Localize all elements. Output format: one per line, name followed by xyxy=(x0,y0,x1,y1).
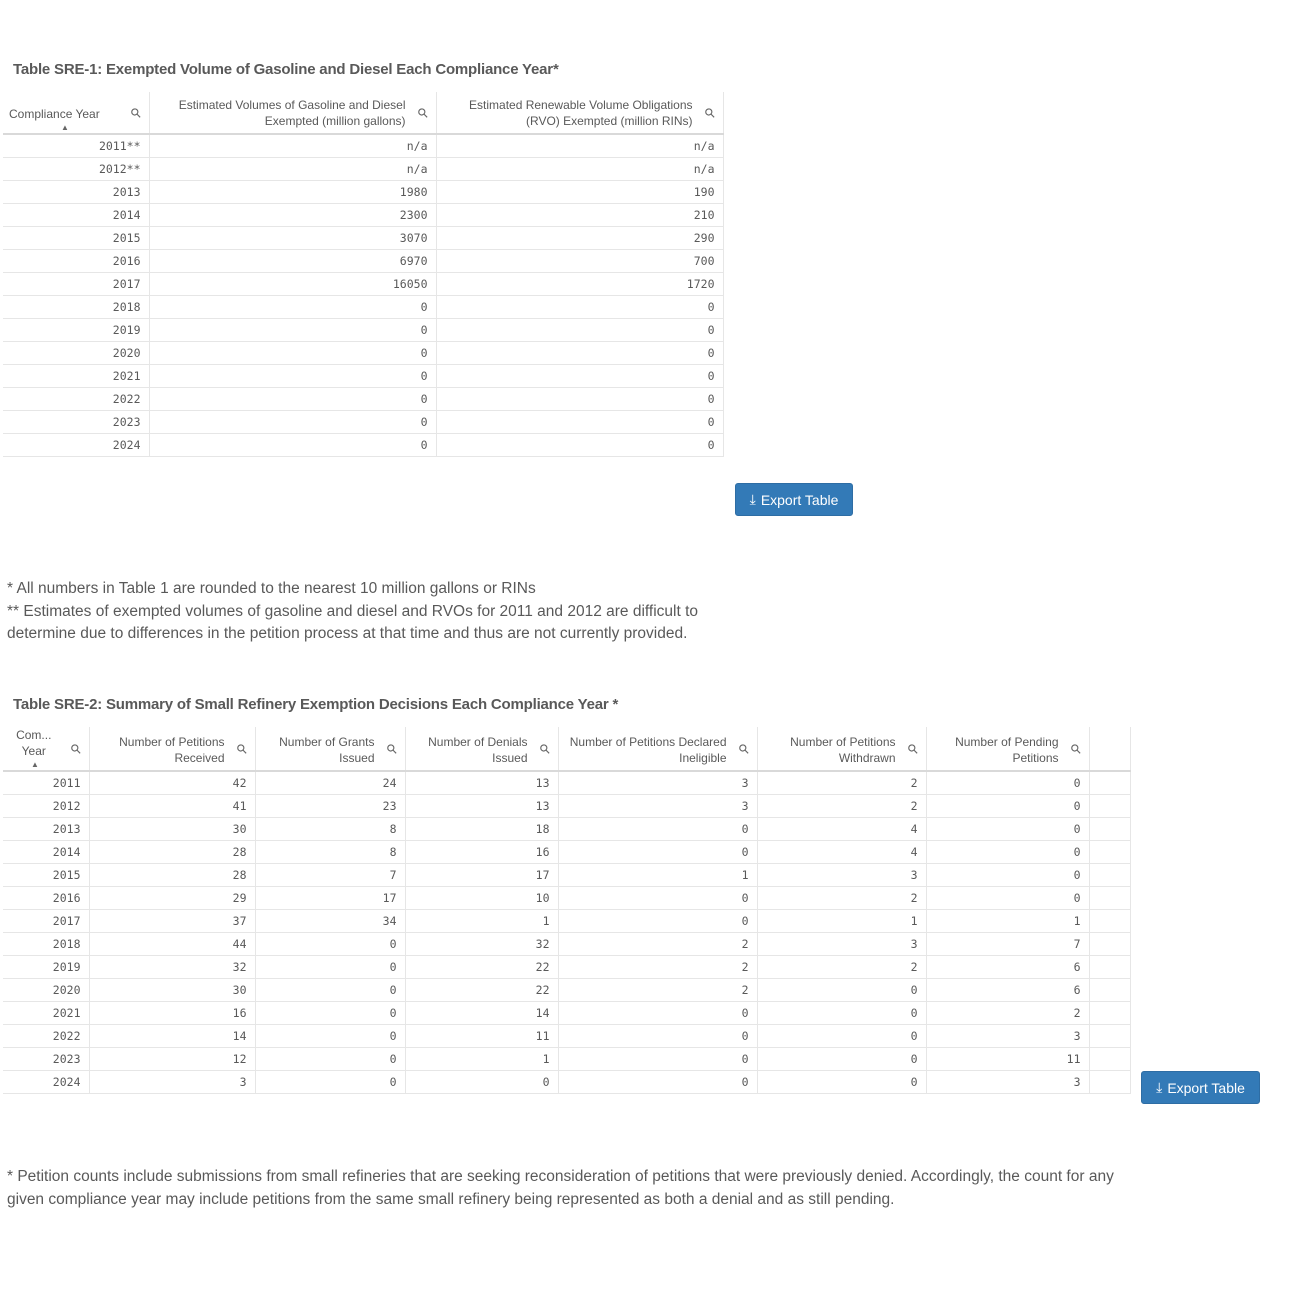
table-cell: 14 xyxy=(89,1024,255,1047)
table-cell: 0 xyxy=(757,1001,926,1024)
column-header[interactable] xyxy=(3,92,149,134)
table-cell: 24 xyxy=(255,771,405,794)
table-cell: 0 xyxy=(926,840,1089,863)
search-icon[interactable]: ⚲ xyxy=(233,739,251,758)
column-header-label: Estimated Volumes of Gasoline and Diesel Exempted (million gallons) xyxy=(178,98,406,128)
table-row xyxy=(3,272,723,295)
table-cell: 0 xyxy=(149,318,436,341)
table-cell: 0 xyxy=(926,886,1089,909)
table-cell: 2019 xyxy=(3,318,149,341)
table-cell: 2021 xyxy=(3,1001,89,1024)
table-cell: 29 xyxy=(89,886,255,909)
table-cell: 0 xyxy=(255,932,405,955)
table2-footnote: * Petition counts include submissions from small refineries that are seeking reconsideration of petitions that were previously denied. Accordingly, the count for any given compliance year may include petitions from the same small refinery being represented as both a denial and as still pending. xyxy=(7,1168,1114,1208)
table-row xyxy=(3,863,1130,886)
table-row xyxy=(3,134,723,157)
table-cell: 22 xyxy=(405,955,558,978)
table-cell: 2 xyxy=(757,955,926,978)
table-cell: 2016 xyxy=(3,886,89,909)
table-cell: 28 xyxy=(89,840,255,863)
table-cell: 32 xyxy=(89,955,255,978)
table-cell: 6 xyxy=(926,955,1089,978)
table-cell: 0 xyxy=(757,1024,926,1047)
table-cell: 0 xyxy=(926,863,1089,886)
row-spacer xyxy=(1089,863,1130,886)
column-header-label: Number of Grants Issued xyxy=(279,735,375,765)
table-cell: 44 xyxy=(89,932,255,955)
table-cell: 1720 xyxy=(436,272,723,295)
table-cell: 1980 xyxy=(149,180,436,203)
table-cell: 18 xyxy=(405,817,558,840)
table-row xyxy=(3,771,1130,794)
table-cell: 2019 xyxy=(3,955,89,978)
table-cell: 4 xyxy=(757,840,926,863)
table-cell: 2300 xyxy=(149,203,436,226)
table-cell: 17 xyxy=(255,886,405,909)
table-cell: 1 xyxy=(405,909,558,932)
table-cell: 2018 xyxy=(3,932,89,955)
row-spacer xyxy=(1089,1047,1130,1070)
table-cell: 0 xyxy=(405,1070,558,1093)
download-icon: ⤓ xyxy=(1156,1079,1163,1095)
table-cell: 2022 xyxy=(3,1024,89,1047)
column-header[interactable] xyxy=(436,92,723,134)
table-row xyxy=(3,295,723,318)
table-cell: 13 xyxy=(405,794,558,817)
table-row xyxy=(3,180,723,203)
table-cell: 0 xyxy=(149,410,436,433)
header-spacer xyxy=(1089,727,1130,771)
table-cell: n/a xyxy=(149,157,436,180)
table-cell: 2018 xyxy=(3,295,149,318)
table-row xyxy=(3,341,723,364)
table-cell: 30 xyxy=(89,978,255,1001)
table-cell: 2013 xyxy=(3,817,89,840)
table-cell: 28 xyxy=(89,863,255,886)
table-row xyxy=(3,203,723,226)
table-cell: 290 xyxy=(436,226,723,249)
column-header[interactable] xyxy=(149,92,436,134)
export-table2-button[interactable]: ⤓ Export Table xyxy=(1141,1071,1260,1104)
table-cell: 4 xyxy=(757,817,926,840)
search-icon[interactable]: ⚲ xyxy=(414,103,432,122)
table-cell: 34 xyxy=(255,909,405,932)
table-cell: 3 xyxy=(757,932,926,955)
table-cell: 1 xyxy=(926,909,1089,932)
row-spacer xyxy=(1089,955,1130,978)
column-header-label: Number of Petitions Received xyxy=(119,735,225,765)
table-row xyxy=(3,226,723,249)
row-spacer xyxy=(1089,840,1130,863)
table-cell: 10 xyxy=(405,886,558,909)
table-row xyxy=(3,817,1130,840)
table-cell: 0 xyxy=(558,1047,757,1070)
table-cell: 2 xyxy=(757,771,926,794)
table-cell: 7 xyxy=(926,932,1089,955)
table-cell: 2023 xyxy=(3,1047,89,1070)
table-row xyxy=(3,387,723,410)
sort-ascending-icon[interactable]: ▲ xyxy=(61,123,69,132)
table-cell: 0 xyxy=(255,955,405,978)
column-header[interactable] xyxy=(757,727,926,771)
table-cell: 30 xyxy=(89,817,255,840)
table-row xyxy=(3,886,1130,909)
table-cell: 3 xyxy=(757,863,926,886)
table-row xyxy=(3,249,723,272)
table-cell: 0 xyxy=(558,886,757,909)
table-cell: 22 xyxy=(405,978,558,1001)
table-cell: 0 xyxy=(558,909,757,932)
download-icon: ⤓ xyxy=(749,491,756,507)
table-cell: n/a xyxy=(149,134,436,157)
search-icon[interactable]: ⚲ xyxy=(536,739,554,758)
table-row xyxy=(3,909,1130,932)
table-cell: 2015 xyxy=(3,226,149,249)
table-cell: n/a xyxy=(436,134,723,157)
table-cell: 32 xyxy=(405,932,558,955)
table-cell: 3 xyxy=(89,1070,255,1093)
table-row xyxy=(3,1001,1130,1024)
table-row xyxy=(3,955,1130,978)
table-cell: 0 xyxy=(436,318,723,341)
table-row xyxy=(3,157,723,180)
table-cell: 0 xyxy=(149,387,436,410)
table-cell: 190 xyxy=(436,180,723,203)
table-cell: 0 xyxy=(149,341,436,364)
table-cell: 700 xyxy=(436,249,723,272)
column-header[interactable] xyxy=(255,727,405,771)
table-cell: 2012** xyxy=(3,157,149,180)
table-cell: 11 xyxy=(926,1047,1089,1070)
table-cell: 2017 xyxy=(3,272,149,295)
table-cell: 2014 xyxy=(3,203,149,226)
table-cell: 2 xyxy=(757,886,926,909)
table-cell: 2024 xyxy=(3,1070,89,1093)
table-cell: 2 xyxy=(558,978,757,1001)
table-cell: 0 xyxy=(149,433,436,456)
row-spacer xyxy=(1089,909,1130,932)
table-cell: 2 xyxy=(757,794,926,817)
table-cell: n/a xyxy=(436,157,723,180)
table-row xyxy=(3,840,1130,863)
table-row xyxy=(3,1024,1130,1047)
search-icon[interactable]: ⚲ xyxy=(1067,739,1085,758)
search-icon[interactable]: ⚲ xyxy=(67,739,85,758)
table1 xyxy=(3,92,724,457)
table-cell: 16 xyxy=(405,840,558,863)
table-cell: 2021 xyxy=(3,364,149,387)
table-cell: 12 xyxy=(89,1047,255,1070)
table-cell: 2 xyxy=(558,955,757,978)
table-cell: 11 xyxy=(405,1024,558,1047)
row-spacer xyxy=(1089,771,1130,794)
table-cell: 2011 xyxy=(3,771,89,794)
table-cell: 0 xyxy=(757,978,926,1001)
column-header-label: Estimated Renewable Volume Obligations (RVO) Exempted (million RINs) xyxy=(469,98,693,128)
table-cell: 210 xyxy=(436,203,723,226)
table-cell: 3070 xyxy=(149,226,436,249)
table-cell: 0 xyxy=(255,978,405,1001)
table-cell: 42 xyxy=(89,771,255,794)
table-cell: 0 xyxy=(149,364,436,387)
footnote-2: ** Estimates of exempted volumes of gasoline and diesel and RVOs for 2011 and 2012 are difficult to determine due to differences in the petition process at that time and thus are not currently provided. xyxy=(7,602,699,642)
table-cell: 3 xyxy=(558,771,757,794)
search-icon[interactable]: ⚲ xyxy=(383,739,401,758)
column-header-label: Number of Petitions Declared Ineligible xyxy=(569,735,727,765)
table-cell: 0 xyxy=(255,1024,405,1047)
column-header-label: Compliance Year xyxy=(9,107,100,121)
row-spacer xyxy=(1089,794,1130,817)
table-cell: 8 xyxy=(255,817,405,840)
table-row xyxy=(3,433,723,456)
column-header[interactable] xyxy=(405,727,558,771)
table-cell: 3 xyxy=(926,1024,1089,1047)
table-cell: 2 xyxy=(558,932,757,955)
column-header-label: Com... Year xyxy=(16,728,52,758)
column-header-label: Number of Denials Issued xyxy=(428,735,528,765)
footnote-1: * All numbers in Table 1 are rounded to the nearest 10 million gallons or RINs xyxy=(7,580,536,597)
table-cell: 0 xyxy=(558,840,757,863)
search-icon[interactable]: ⚲ xyxy=(127,103,145,122)
table-cell: 41 xyxy=(89,794,255,817)
search-icon[interactable]: ⚲ xyxy=(701,103,719,122)
search-icon[interactable]: ⚲ xyxy=(904,739,922,758)
table-row xyxy=(3,794,1130,817)
table-cell: 6 xyxy=(926,978,1089,1001)
table-cell: 13 xyxy=(405,771,558,794)
table1-title: Table SRE-1: Exempted Volume of Gasoline and Diesel Each Compliance Year* xyxy=(13,61,559,78)
table-cell: 0 xyxy=(436,433,723,456)
table-row xyxy=(3,932,1130,955)
table-cell: 0 xyxy=(255,1001,405,1024)
table-cell: 1 xyxy=(757,909,926,932)
table-cell: 2024 xyxy=(3,433,149,456)
table-cell: 2015 xyxy=(3,863,89,886)
table-cell: 0 xyxy=(926,771,1089,794)
table-cell: 2014 xyxy=(3,840,89,863)
table-cell: 2011** xyxy=(3,134,149,157)
row-spacer xyxy=(1089,1070,1130,1093)
table-cell: 3 xyxy=(558,794,757,817)
table-cell: 2012 xyxy=(3,794,89,817)
column-header[interactable] xyxy=(926,727,1089,771)
table-cell: 2020 xyxy=(3,341,149,364)
table-cell: 0 xyxy=(926,794,1089,817)
table-row xyxy=(3,364,723,387)
table1-footnotes xyxy=(7,578,717,646)
column-header-label: Number of Pending Petitions xyxy=(955,735,1059,765)
table-cell: 0 xyxy=(436,341,723,364)
table-cell: 0 xyxy=(558,1001,757,1024)
table2 xyxy=(3,727,1131,1094)
table-cell: 2016 xyxy=(3,249,149,272)
table-cell: 1 xyxy=(558,863,757,886)
table-row xyxy=(3,1047,1130,1070)
table-row xyxy=(3,318,723,341)
table-cell: 0 xyxy=(255,1070,405,1093)
row-spacer xyxy=(1089,886,1130,909)
table-cell: 2020 xyxy=(3,978,89,1001)
column-header[interactable] xyxy=(558,727,757,771)
table-cell: 2022 xyxy=(3,387,149,410)
table-cell: 0 xyxy=(436,295,723,318)
row-spacer xyxy=(1089,978,1130,1001)
row-spacer xyxy=(1089,932,1130,955)
table-cell: 7 xyxy=(255,863,405,886)
table-row xyxy=(3,410,723,433)
table-cell: 8 xyxy=(255,840,405,863)
column-header[interactable] xyxy=(3,727,89,771)
table-cell: 0 xyxy=(926,817,1089,840)
table-cell: 6970 xyxy=(149,249,436,272)
table-cell: 1 xyxy=(405,1047,558,1070)
table-cell: 2017 xyxy=(3,909,89,932)
row-spacer xyxy=(1089,1001,1130,1024)
sort-ascending-icon[interactable]: ▲ xyxy=(31,760,39,769)
table-cell: 3 xyxy=(926,1070,1089,1093)
row-spacer xyxy=(1089,817,1130,840)
column-header-label: Number of Petitions Withdrawn xyxy=(790,735,896,765)
table-cell: 0 xyxy=(436,387,723,410)
table-cell: 0 xyxy=(436,364,723,387)
table-cell: 23 xyxy=(255,794,405,817)
search-icon[interactable]: ⚲ xyxy=(735,739,753,758)
column-header[interactable] xyxy=(89,727,255,771)
table-row xyxy=(3,978,1130,1001)
table-cell: 16050 xyxy=(149,272,436,295)
table-cell: 17 xyxy=(405,863,558,886)
table-cell: 16 xyxy=(89,1001,255,1024)
row-spacer xyxy=(1089,1024,1130,1047)
table-row xyxy=(3,1070,1130,1093)
table-cell: 0 xyxy=(558,817,757,840)
table-cell: 0 xyxy=(436,410,723,433)
table-cell: 0 xyxy=(558,1024,757,1047)
table-cell: 0 xyxy=(255,1047,405,1070)
table-cell: 14 xyxy=(405,1001,558,1024)
table-cell: 2 xyxy=(926,1001,1089,1024)
table-cell: 2023 xyxy=(3,410,149,433)
export-table1-button[interactable]: ⤓ Export Table xyxy=(735,483,853,516)
table-cell: 2013 xyxy=(3,180,149,203)
table-cell: 0 xyxy=(149,295,436,318)
table-cell: 0 xyxy=(757,1047,926,1070)
table-cell: 0 xyxy=(757,1070,926,1093)
table2-title: Table SRE-2: Summary of Small Refinery Exemption Decisions Each Compliance Year * xyxy=(13,696,619,713)
table-cell: 37 xyxy=(89,909,255,932)
table-cell: 0 xyxy=(558,1070,757,1093)
